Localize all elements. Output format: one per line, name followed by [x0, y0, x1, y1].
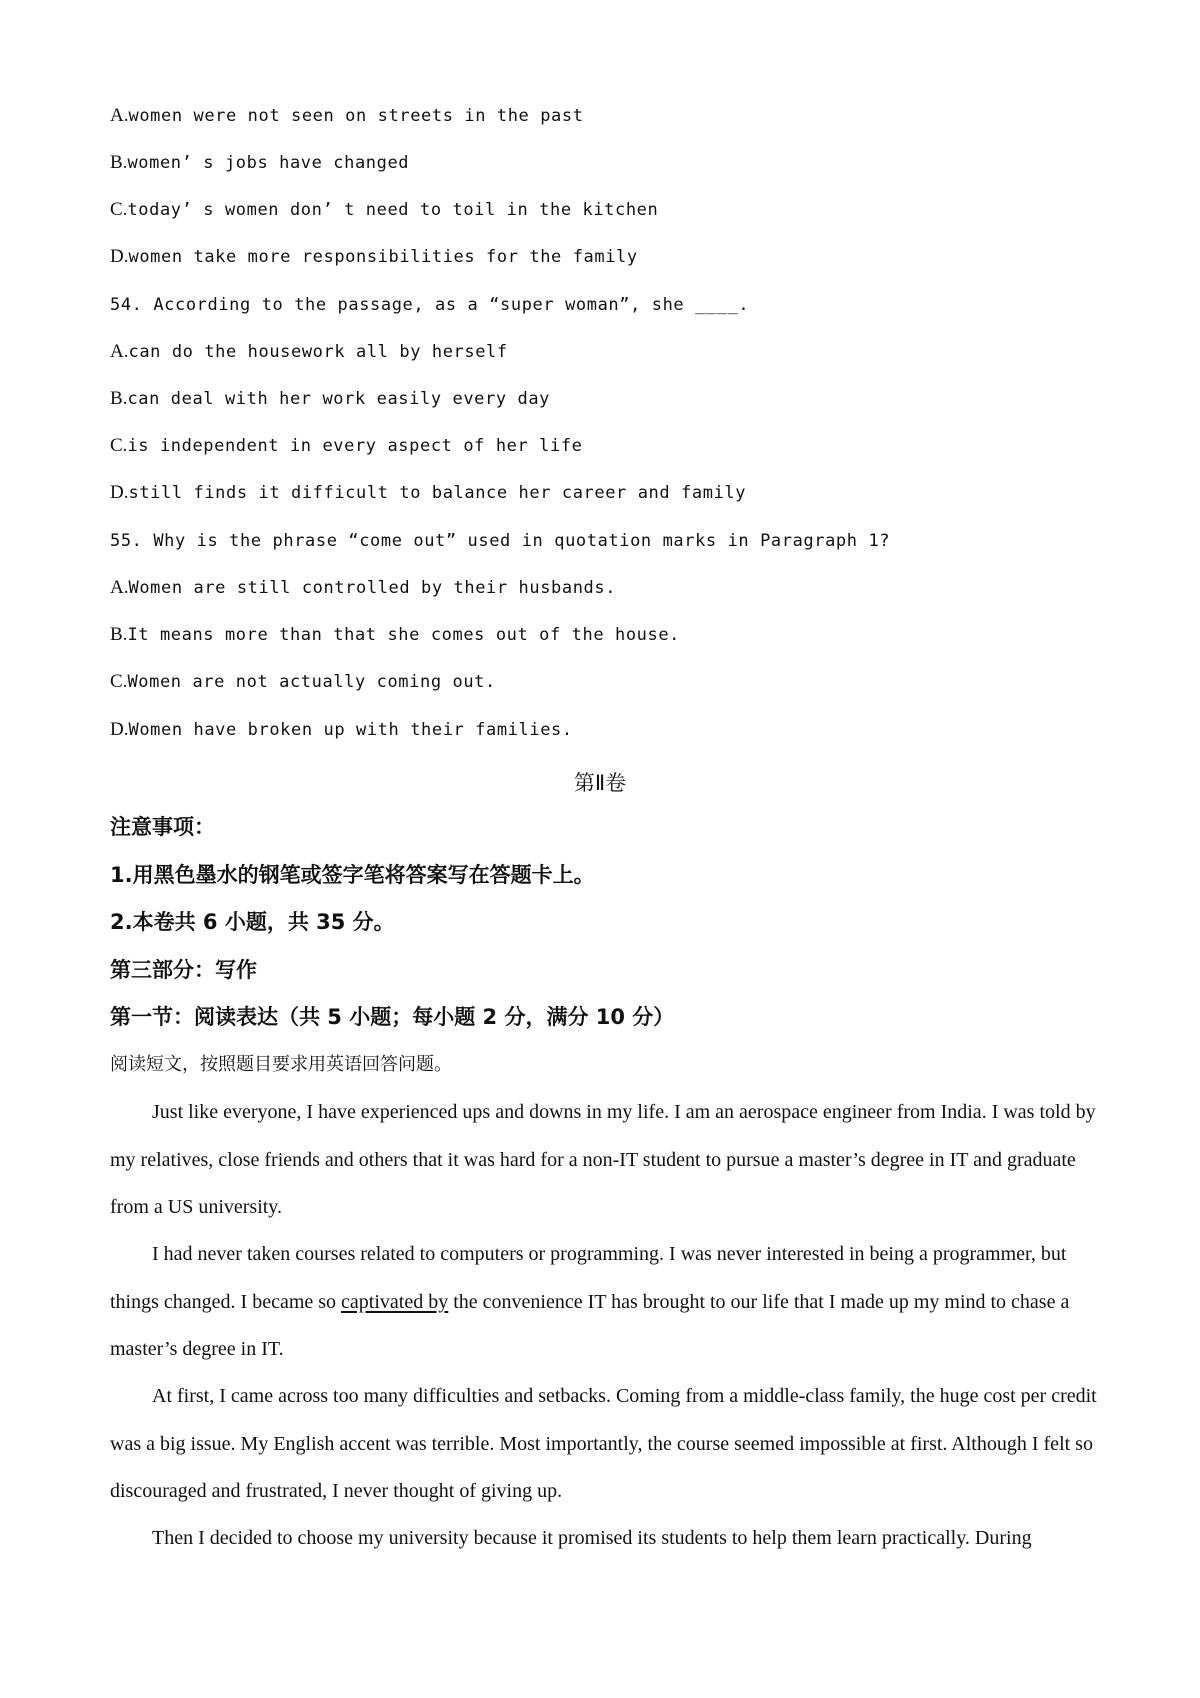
notes-heading: 注意事项： — [110, 815, 215, 839]
passage-paragraph-1: Just like everyone, I have experienced ups and downs in my life. I am an aerospace engineer from India. I was told by my relatives, close friends and others that it was hard for a non-IT student to pursue a master’s degree in IT and graduate from a US university. — [110, 1101, 1096, 1218]
q55-option-c: C.Women are not actually coming out. — [110, 671, 496, 692]
q54-option-d: D.still finds it difficult to balance her career and family — [110, 482, 747, 503]
q55-option-a: A.Women are still controlled by their husbands. — [110, 577, 617, 598]
q55-stem: 55. Why is the phrase “come out” used in quotation marks in Paragraph 1? — [110, 531, 891, 551]
q53-option-d: D.women take more responsibilities for the family — [110, 246, 638, 267]
notes-item-1: 1.用黑色墨水的钢笔或签字笔将答案写在答题卡上。 — [110, 863, 595, 887]
section-title: 第Ⅱ卷 — [573, 771, 627, 795]
passage-paragraph-2: I had never taken courses related to computers or programming. I was never interested in being a programmer, but things changed. I became so captivated by the convenience IT has brought to our life that I made up my mind to chase a master’s degree in IT. — [110, 1243, 1070, 1360]
q54-option-a: A.can do the housework all by herself — [110, 341, 508, 362]
q53-option-c: C.today’ s women don’ t need to toil in the kitchen — [110, 199, 659, 220]
notes-item-2: 2.本卷共 6 小题，共 35 分。 — [110, 910, 395, 934]
section-one-heading: 第一节：阅读表达（共 5 小题；每小题 2 分，满分 10 分） — [110, 1005, 675, 1029]
q55-option-d: D.Women have broken up with their families. — [110, 719, 573, 740]
part-three-heading: 第三部分：写作 — [110, 958, 257, 982]
q53-option-a: A.women were not seen on streets in the past — [110, 105, 584, 126]
instruction: 阅读短文，按照题目要求用英语回答问题。 — [110, 1054, 452, 1075]
q54-option-c: C.is independent in every aspect of her life — [110, 435, 583, 456]
q54-stem: 54. According to the passage, as a “super woman”, she ____. — [110, 295, 750, 315]
q55-option-b: B.It means more than that she comes out of the house. — [110, 624, 681, 645]
q54-option-b: B.can deal with her work easily every day — [110, 388, 550, 409]
q53-option-b: B.women’ s jobs have changed — [110, 152, 410, 173]
underlined-phrase: captivated by — [341, 1290, 449, 1313]
passage-paragraph-4: Then I decided to choose my university because it promised its students to help them learn practically. During — [152, 1527, 1032, 1549]
passage-paragraph-3: At first, I came across too many difficulties and setbacks. Coming from a middle-class family, the huge cost per credit was a big issue. My English accent was terrible. Most importantly, the course seemed impossible at first. Although I felt so discouraged and frustrated, I never thought of giving up. — [110, 1385, 1097, 1502]
